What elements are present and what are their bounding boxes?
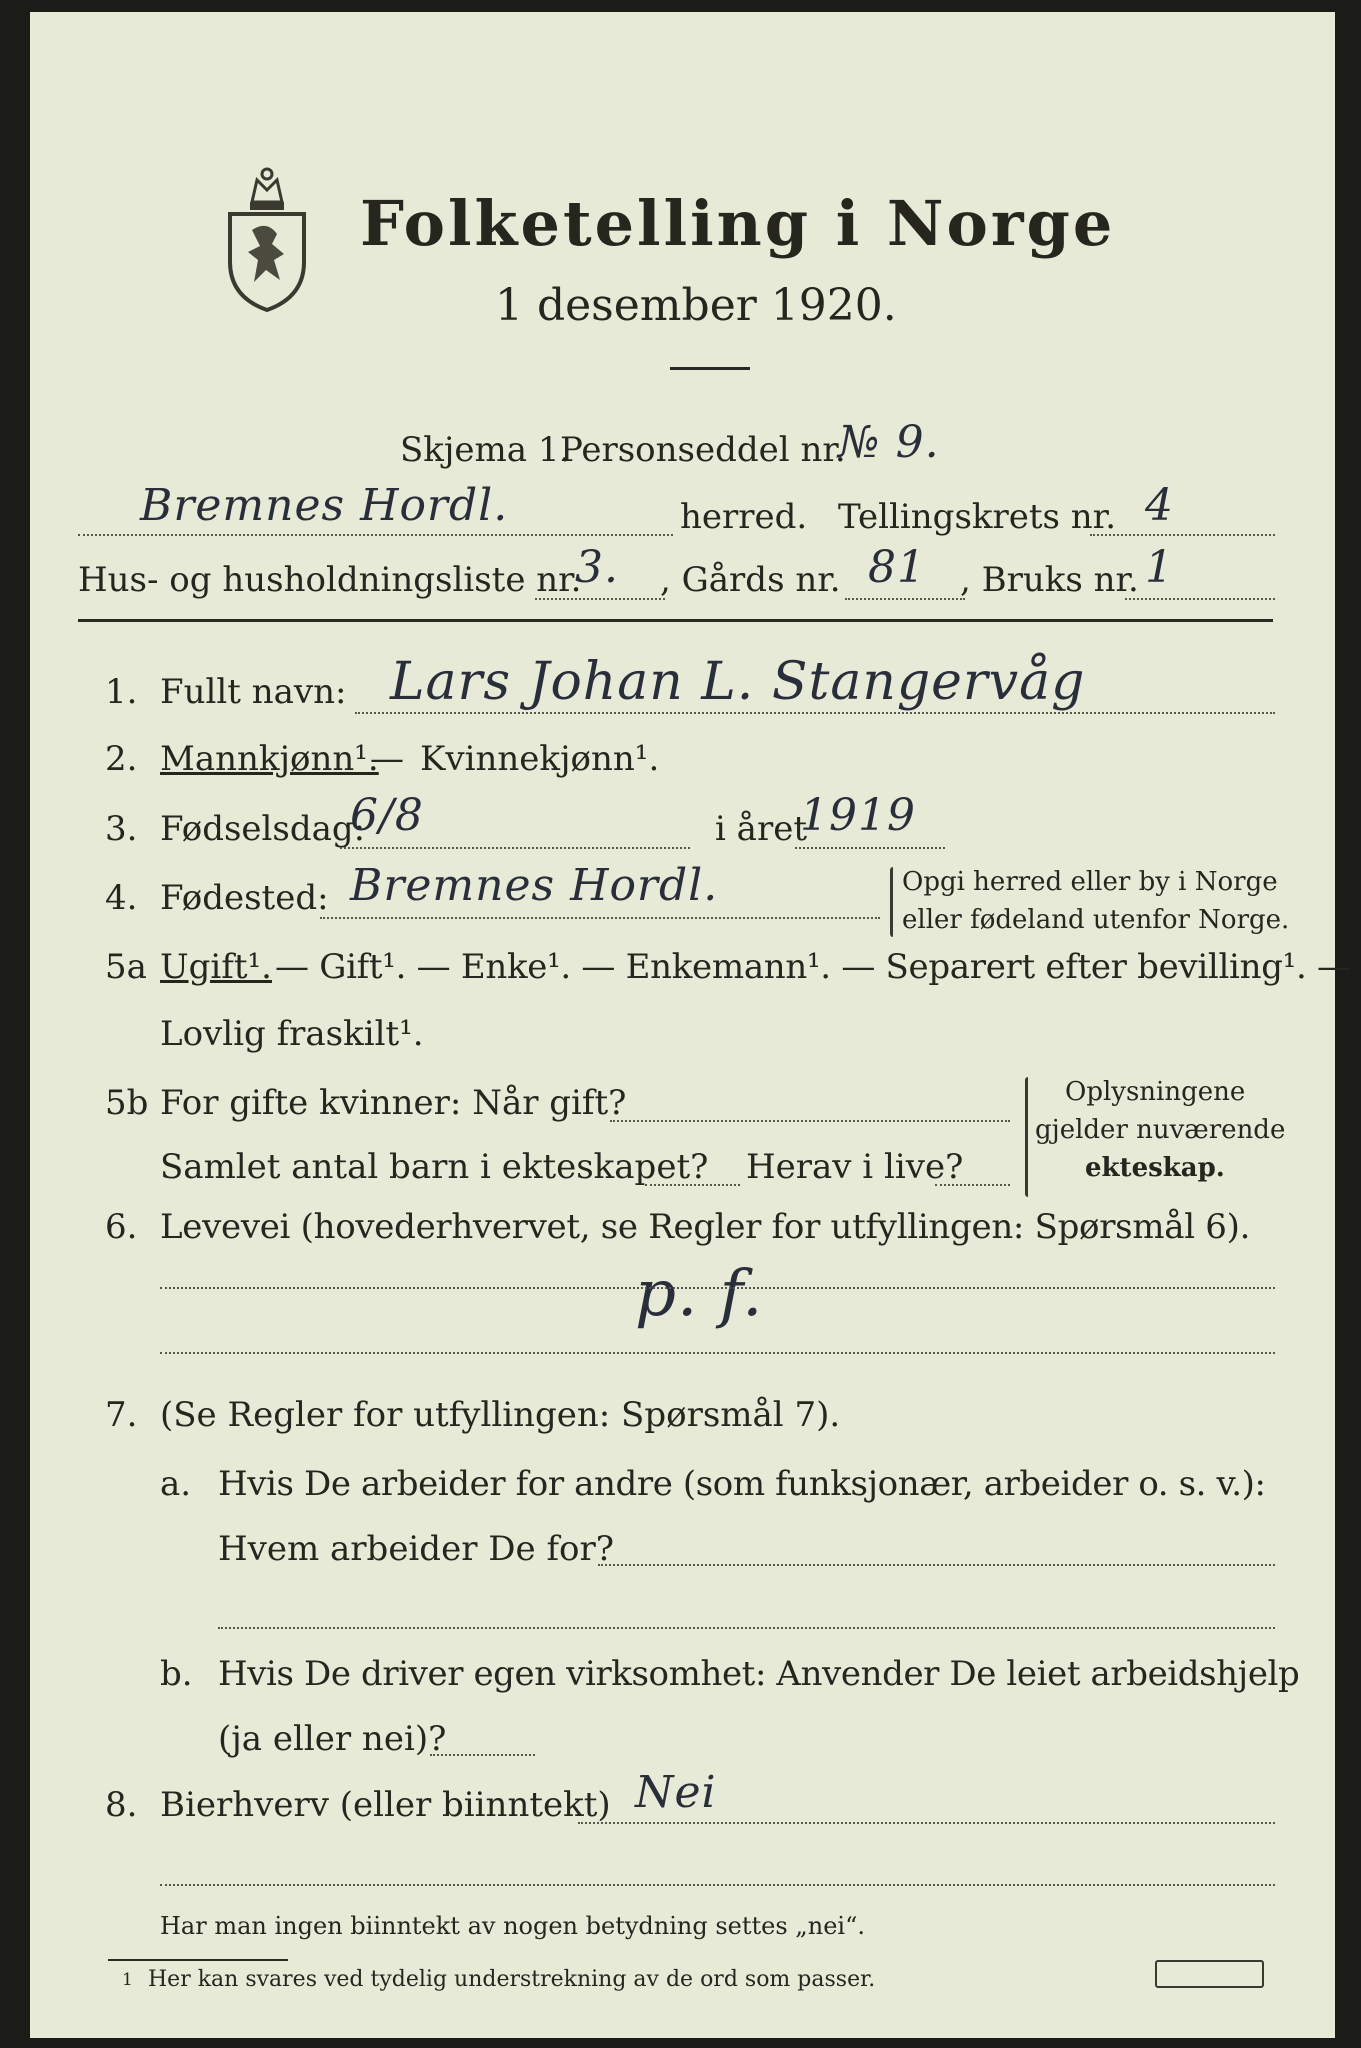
footnote-divider xyxy=(108,1959,288,1961)
side-income-value[interactable]: Nei xyxy=(635,1767,717,1818)
hus-value[interactable]: 3. xyxy=(575,542,619,593)
gards-value[interactable]: 81 xyxy=(868,542,926,593)
tellingskrets-value[interactable]: 4 xyxy=(1145,480,1174,531)
employer-field-line-1 xyxy=(598,1564,1275,1566)
q5b-number: 5b xyxy=(105,1083,149,1123)
bruks-value[interactable]: 1 xyxy=(1145,542,1174,593)
employer-field-line-2 xyxy=(218,1627,1275,1629)
q4-label: Fødested: xyxy=(160,878,329,918)
occupation-value[interactable]: p. f. xyxy=(635,1257,764,1331)
personseddel-value[interactable]: № 9. xyxy=(838,417,940,468)
printer-stamp xyxy=(1155,1960,1264,1988)
q1-label: Fullt navn: xyxy=(160,672,347,712)
male-option[interactable]: Mannkjønn¹. xyxy=(160,739,379,779)
ugift-option[interactable]: Ugift¹. xyxy=(160,947,272,987)
q5b-note-line2: gjelder nuværende xyxy=(1035,1115,1286,1145)
q7a-label-line1: Hvis De arbeider for andre (som funksjonær, arbeider o. s. v.): xyxy=(218,1464,1266,1504)
q8-number: 8. xyxy=(105,1785,138,1825)
married-when-field-line xyxy=(610,1120,1010,1122)
q2-number: 2. xyxy=(105,739,138,779)
side-income-field-line-2 xyxy=(160,1884,1275,1886)
hired-help-field-line xyxy=(430,1754,535,1756)
side-income-label: Bierhverv (eller biinntekt) xyxy=(160,1785,611,1825)
employer-label: Hvem arbeider De for? xyxy=(218,1529,614,1569)
q1-number: 1. xyxy=(105,672,138,712)
q4-note-line1: Opgi herred eller by i Norge xyxy=(902,867,1278,897)
title-divider xyxy=(670,367,750,370)
personseddel-label: Personseddel nr. xyxy=(560,430,846,470)
q7a-letter: a. xyxy=(160,1464,192,1504)
q3-year-label: i året xyxy=(715,809,807,849)
hus-field-line xyxy=(535,598,665,600)
census-form-sheet xyxy=(30,12,1351,2038)
q4-number: 4. xyxy=(105,878,138,918)
q4-brace xyxy=(890,867,893,937)
q7-number: 7. xyxy=(105,1395,138,1435)
form-title: Folketelling i Norge xyxy=(360,187,1116,260)
marital-status-options[interactable]: — Gift¹. — Enke¹. — Enkemann¹. — Separert efter bevilling¹. — xyxy=(275,947,1351,987)
herred-field-line xyxy=(78,534,673,536)
full-name-value[interactable]: Lars Johan L. Stangervåg xyxy=(390,652,1086,712)
q5b-note-line1: Oplysningene xyxy=(1065,1077,1246,1107)
bruks-label: , Bruks nr. xyxy=(960,560,1139,600)
footer-note: Har man ingen biinntekt av nogen betydning settes „nei“. xyxy=(160,1912,865,1940)
q7b-letter: b. xyxy=(160,1654,193,1694)
q3-label: Fødselsdag: xyxy=(160,809,366,849)
female-option[interactable]: Kvinnekjønn¹. xyxy=(420,739,660,779)
q5a-number: 5a xyxy=(105,947,147,987)
children-alive-label: Herav i live? xyxy=(746,1147,964,1187)
children-alive-field-line xyxy=(935,1184,1010,1186)
lovlig-fraskilt-option[interactable]: Lovlig fraskilt¹. xyxy=(160,1014,424,1054)
birthplace-field-line xyxy=(320,917,880,919)
bruks-field-line xyxy=(1125,598,1275,600)
tellingskrets-label: Tellingskrets nr. xyxy=(838,497,1117,537)
side-income-field-line-1 xyxy=(578,1822,1275,1824)
coat-of-arms-icon xyxy=(222,162,312,312)
q2-separator: — xyxy=(370,739,404,779)
gards-field-line xyxy=(845,598,965,600)
gards-label: , Gårds nr. xyxy=(660,560,841,600)
children-count-field-line xyxy=(645,1184,740,1186)
occupation-label: Levevei (hovederhvervet, se Regler for utfyllingen: Spørsmål 6). xyxy=(160,1207,1251,1247)
header-separator xyxy=(78,619,1273,622)
birthplace-value[interactable]: Bremnes Hordl. xyxy=(350,860,719,911)
q3-number: 3. xyxy=(105,809,138,849)
q5b-brace xyxy=(1025,1077,1028,1197)
hired-help-label: (ja eller nei)? xyxy=(218,1719,447,1759)
q5b-note-line3: ekteskap. xyxy=(1085,1153,1225,1183)
occupation-field-line-1 xyxy=(160,1287,1275,1289)
birth-year-value[interactable]: 1919 xyxy=(800,790,916,841)
married-when-label: For gifte kvinner: Når gift? xyxy=(160,1083,627,1123)
footnote-number: 1 xyxy=(122,1970,133,1990)
skjema-label: Skjema 1. xyxy=(400,430,571,470)
census-date: 1 desember 1920. xyxy=(495,280,897,331)
occupation-field-line-2 xyxy=(160,1352,1275,1354)
birthday-value[interactable]: 6/8 xyxy=(350,790,424,841)
children-count-label: Samlet antal barn i ekteskapet? xyxy=(160,1147,709,1187)
q7b-label-line1: Hvis De driver egen virksomhet: Anvender De leiet arbeidshjelp xyxy=(218,1654,1300,1694)
tellingskrets-field-line xyxy=(1090,534,1275,536)
q4-note-line2: eller fødeland utenfor Norge. xyxy=(902,905,1290,935)
q6-number: 6. xyxy=(105,1207,138,1247)
hus-label: Hus- og husholdningsliste nr. xyxy=(78,560,582,600)
herred-label: herred. xyxy=(680,497,808,537)
q7-label: (Se Regler for utfyllingen: Spørsmål 7). xyxy=(160,1395,841,1435)
full-name-field-line xyxy=(355,712,1275,714)
birth-year-field-line xyxy=(795,847,945,849)
herred-value[interactable]: Bremnes Hordl. xyxy=(140,480,509,531)
footnote-text: Her kan svares ved tydelig understrekning av de ord som passer. xyxy=(148,1967,876,1992)
birthday-field-line xyxy=(340,847,690,849)
